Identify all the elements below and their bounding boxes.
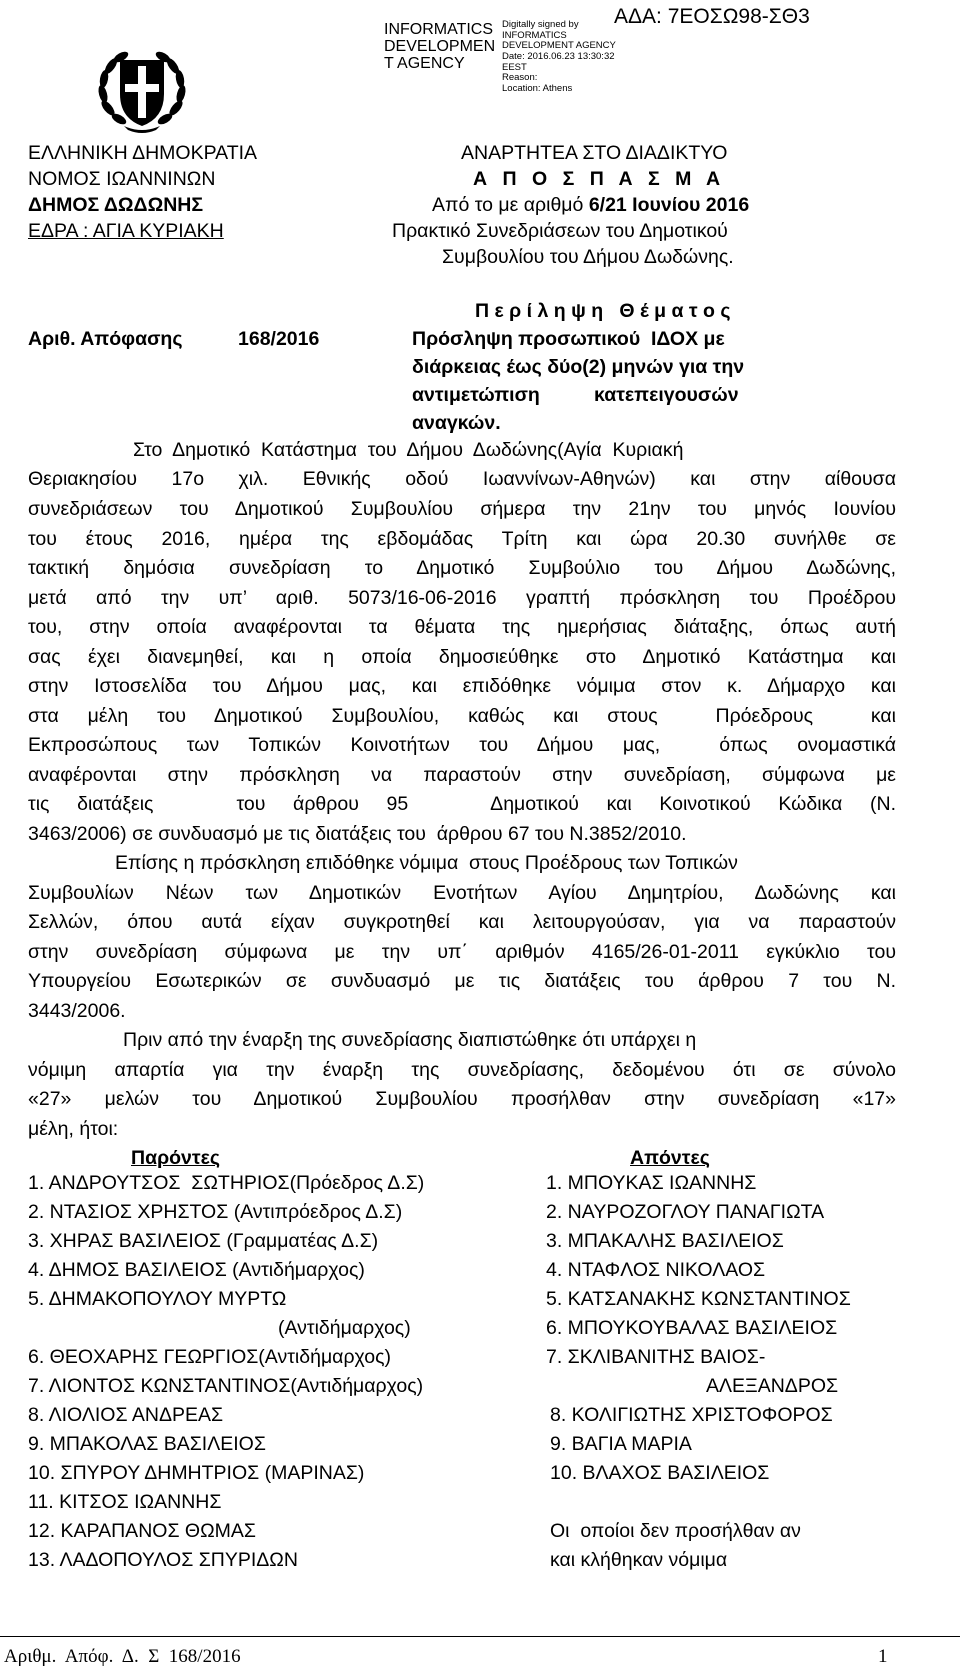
- absent-member: 1. ΜΠΟΥΚΑΣ ΙΩΑΝΝΗΣ: [546, 1172, 757, 1194]
- present-member: 12. ΚΑΡΑΠΑΝΟΣ ΘΩΜΑΣ: [28, 1520, 256, 1542]
- summary-line: αναγκών.: [412, 412, 501, 434]
- header-seat: ΕΔΡΑ : ΑΓΙΑ ΚΥΡΙΑΚΗ: [28, 220, 224, 242]
- header-minutes-line5: Συμβουλίου του Δήμου Δωδώνης.: [442, 246, 734, 268]
- digital-signature-details: [502, 20, 616, 94]
- signature-org-line: INFORMATICS: [384, 21, 494, 38]
- present-member: 9. ΜΠΑΚΟΛΑΣ ΒΑΣΙΛΕΙΟΣ: [28, 1433, 266, 1455]
- present-heading: Παρόντες: [131, 1147, 220, 1169]
- absent-member: 5. ΚΑΤΣΑΝΑΚΗΣ ΚΩΝΣΤΑΝΤΙΝΟΣ: [546, 1288, 851, 1310]
- footer-rule: [0, 1636, 960, 1637]
- absent-note: και κλήθηκαν νόμιμα: [550, 1549, 728, 1571]
- body-line: στα μέλη του Δημοτικού Συμβουλίου, καθώς και στους Πρόεδρους και: [28, 705, 896, 727]
- header-extract-title: Α Π Ο Σ Π Α Σ Μ Α: [473, 168, 726, 190]
- header-municipality: ΔΗΜΟΣ ΔΩΔΩΝΗΣ: [28, 194, 204, 216]
- body-line: μετά από την υπ’ αριθ. 5073/16-06-2016 γραπτή πρόσκληση του Προέδρου: [28, 587, 896, 609]
- absent-note: Οι οποίοι δεν προσήλθαν αν: [550, 1520, 801, 1542]
- present-member: 2. ΝΤΑΣΙΟΣ ΧΡΗΣΤΟΣ (Αντιπρόεδρος Δ.Σ): [28, 1201, 403, 1223]
- absent-member: 7. ΣΚΛΙΒΑΝΙΤΗΣ ΒΑΙΟΣ-: [546, 1346, 766, 1368]
- body-line: στην Ιστοσελίδα του Δήμου μας, και επιδόθηκε νόμιμα στον κ. Δήμαρχο και: [28, 675, 896, 697]
- body-line: Υπουργείου Εσωτερικών σε συνδυασμό με τις διατάξεις του άρθρου 7 του Ν.: [28, 970, 896, 992]
- body-line: Θεριακησίου 17ο χιλ. Εθνικής οδού Ιωαννίνων-Αθηνών) και στην αίθουσα: [28, 468, 896, 490]
- present-member: 4. ΔΗΜΟΣ ΒΑΣΙΛΕΙΟΣ (Αντιδήμαρχος): [28, 1259, 365, 1281]
- body-line: τακτική δημόσια συνεδρίαση το Δημοτικό Συμβούλιο του Δήμου Δωδώνης,: [28, 557, 896, 579]
- body-line: 3443/2006.: [28, 1000, 126, 1022]
- absent-member: 4. ΝΤΑΦΛΟΣ ΝΙΚΟΛΑΟΣ: [546, 1259, 766, 1281]
- body-line: Πριν από την έναρξη της συνεδρίασης διαπιστώθηκε ότι υπάρχει η: [123, 1029, 697, 1051]
- absent-member: 6. ΜΠΟΥΚΟΥΒΑΛΑΣ ΒΑΣΙΛΕΙΟΣ: [546, 1317, 838, 1339]
- body-line: 3463/2006) σε συνδυασμό με τις διατάξεις του άρθρου 67 του Ν.3852/2010.: [28, 823, 687, 845]
- absent-member: 8. ΚΟΛΙΓΙΩΤΗΣ ΧΡΙΣΤΟΦΟΡΟΣ: [550, 1404, 833, 1426]
- footer-decision-ref: Αριθμ. Απόφ. Δ. Σ 168/2016: [4, 1646, 241, 1667]
- present-member: 3. ΧΗΡΑΣ ΒΑΣΙΛΕΙΟΣ (Γραμματέας Δ.Σ): [28, 1230, 379, 1252]
- body-line: νόμιμη απαρτία για την έναρξη της συνεδρίασης, δεδομένου ότι σε σύνολο: [28, 1059, 896, 1081]
- absent-member-continued: ΑΛΕΞΑΝΔΡΟΣ: [706, 1375, 839, 1397]
- header-minutes-line4: Πρακτικό Συνεδριάσεων του Δημοτικού: [392, 220, 728, 242]
- signature-detail-line: DEVELOPMENT AGENCY: [502, 40, 616, 52]
- present-member: 1. ΑΝΔΡΟΥΤΣΟΣ ΣΩΤΗΡΙΟΣ(Πρόεδρος Δ.Σ): [28, 1172, 425, 1194]
- signature-detail-line: Location: Athens: [502, 82, 573, 94]
- minutes-ref-number: 6/21 Ιουνίου 2016: [588, 194, 750, 216]
- body-line: Στο Δημοτικό Κατάστημα του Δήμου Δωδώνης(Αγία Κυριακή: [133, 439, 684, 461]
- summary-line: διάρκειας έως δύο(2) μηνών για την: [412, 356, 745, 378]
- summary-line: Πρόσληψη προσωπικού ΙΔΟΧ με: [412, 328, 725, 350]
- signature-detail-line: Reason:: [502, 72, 538, 84]
- header-country: ΕΛΛΗΝΙΚΗ ΔΗΜΟΚΡΑΤΙΑ: [28, 142, 258, 164]
- minutes-ref-prefix: Από το με αριθμό: [432, 194, 589, 216]
- present-member: 6. ΘΕΟΧΑΡΗΣ ΓΕΩΡΓΙΟΣ(Αντιδήμαρχος): [28, 1346, 391, 1368]
- footer-page-number: 1: [878, 1646, 888, 1667]
- signature-detail-line: Date: 2016.06.23 13:30:32: [502, 50, 615, 62]
- body-line: «27» μελών του Δημοτικού Συμβουλίου προσήλθαν στην συνεδρίαση «17»: [28, 1088, 896, 1110]
- digital-signature-org: [384, 22, 495, 72]
- signature-org-line: T AGENCY: [384, 54, 465, 72]
- body-line: σας έχει διανεμηθεί, και η οποία δημοσιεύθηκε στο Δημοτικό Κατάστημα και: [28, 646, 896, 668]
- signature-detail-line: EEST: [502, 61, 527, 73]
- body-line: στην συνεδρίαση σύμφωνα με την υπ΄ αριθμόν 4165/26-01-2011 εγκύκλιο του: [28, 941, 896, 963]
- header-prefecture: ΝΟΜΟΣ ΙΩΑΝΝΙΝΩΝ: [28, 168, 216, 190]
- absent-member: 3. ΜΠΑΚΑΛΗΣ ΒΑΣΙΛΕΙΟΣ: [546, 1230, 784, 1252]
- greek-coat-of-arms-emblem: [94, 46, 190, 139]
- body-line: Επίσης η πρόσκληση επιδόθηκε νόμιμα στους Προέδρους των Τοπικών: [115, 852, 738, 874]
- body-line: συνεδριάσεων του Δημοτικού Συμβουλίου σήμερα την 21ην του μηνός Ιουνίου: [28, 498, 896, 520]
- present-member-role: (Αντιδήμαρχος): [278, 1317, 411, 1339]
- present-member: 5. ΔΗΜΑΚΟΠΟΥΛΟΥ ΜΥΡΤΩ: [28, 1288, 287, 1310]
- body-line: Εκπροσώπους των Τοπικών Κοινοτήτων του Δήμου μας, όπως ονομαστικά: [28, 734, 896, 756]
- body-line: Συμβουλίων Νέων των Δημοτικών Ενοτήτων Αγίου Δημητρίου, Δωδώνης και: [28, 882, 896, 904]
- body-line: του, στην οποία αναφέρονται τα θέματα της ημερήσιας διάταξης, όπως αυτή: [28, 616, 896, 638]
- absent-member: 2. ΝΑΥΡΟΖΟΓΛΟΥ ΠΑΝΑΓΙΩΤΑ: [546, 1201, 825, 1223]
- signature-detail-line: INFORMATICS: [502, 29, 567, 41]
- signature-org-line: DEVELOPMEN: [384, 37, 496, 55]
- present-member: 7. ΛΙΟΝΤΟΣ ΚΩΝΣΤΑΝΤΙΝΟΣ(Αντιδήμαρχος): [28, 1375, 424, 1397]
- absent-member: 9. ΒΑΓΙΑ ΜΑΡΙΑ: [550, 1433, 692, 1455]
- header-minutes-ref: [432, 196, 749, 216]
- header-publish-notice: ΑΝΑΡΤΗΤΕΑ ΣΤΟ ΔΙΑΔΙΚΤΥΟ: [461, 142, 728, 164]
- body-line: τις διατάξεις του άρθρου 95 Δημοτικού και Κοινοτικού Κώδικα (Ν.: [28, 793, 896, 815]
- present-member: 11. ΚΙΤΣΟΣ ΙΩΑΝΝΗΣ: [28, 1491, 222, 1513]
- signature-detail-line: Digitally signed by: [502, 19, 579, 30]
- absent-member: 10. ΒΛΑΧΟΣ ΒΑΣΙΛΕΙΟΣ: [550, 1462, 770, 1484]
- present-member: 8. ΛΙΟΛΙΟΣ ΑΝΔΡΕΑΣ: [28, 1404, 224, 1426]
- summary-line: αντιμετώπιση κατεπειγουσών: [412, 384, 739, 406]
- decision-label: Αριθ. Απόφασης: [28, 328, 183, 350]
- present-member: 13. ΛΑΔΟΠΟΥΛΟΣ ΣΠΥΡΙΔΩΝ: [28, 1549, 298, 1571]
- summary-heading: Π ε ρ ί λ η ψ η Θ έ μ α τ ο ς: [475, 300, 731, 322]
- absent-heading: Απόντες: [630, 1147, 710, 1169]
- body-line: μέλη, ήτοι:: [28, 1118, 119, 1140]
- present-member: 10. ΣΠΥΡΟΥ ΔΗΜΗΤΡΙΟΣ (ΜΑΡΙΝΑΣ): [28, 1462, 365, 1484]
- decision-number: 168/2016: [238, 328, 320, 350]
- ada-code: ΑΔΑ: 7ΕΟΣΩ98-ΣΘ3: [614, 5, 810, 28]
- body-line: του έτους 2016, ημέρα της εβδομάδας Τρίτη και ώρα 20.30 συνήλθε σε: [28, 528, 896, 550]
- body-line: Σελλών, όπου αυτά είχαν συγκροτηθεί και λειτουργούσαν, για να παραστούν: [28, 911, 896, 933]
- body-line: αναφέρονται στην πρόσκληση να παραστούν στην συνεδρίαση, σύμφωνα με: [28, 764, 896, 786]
